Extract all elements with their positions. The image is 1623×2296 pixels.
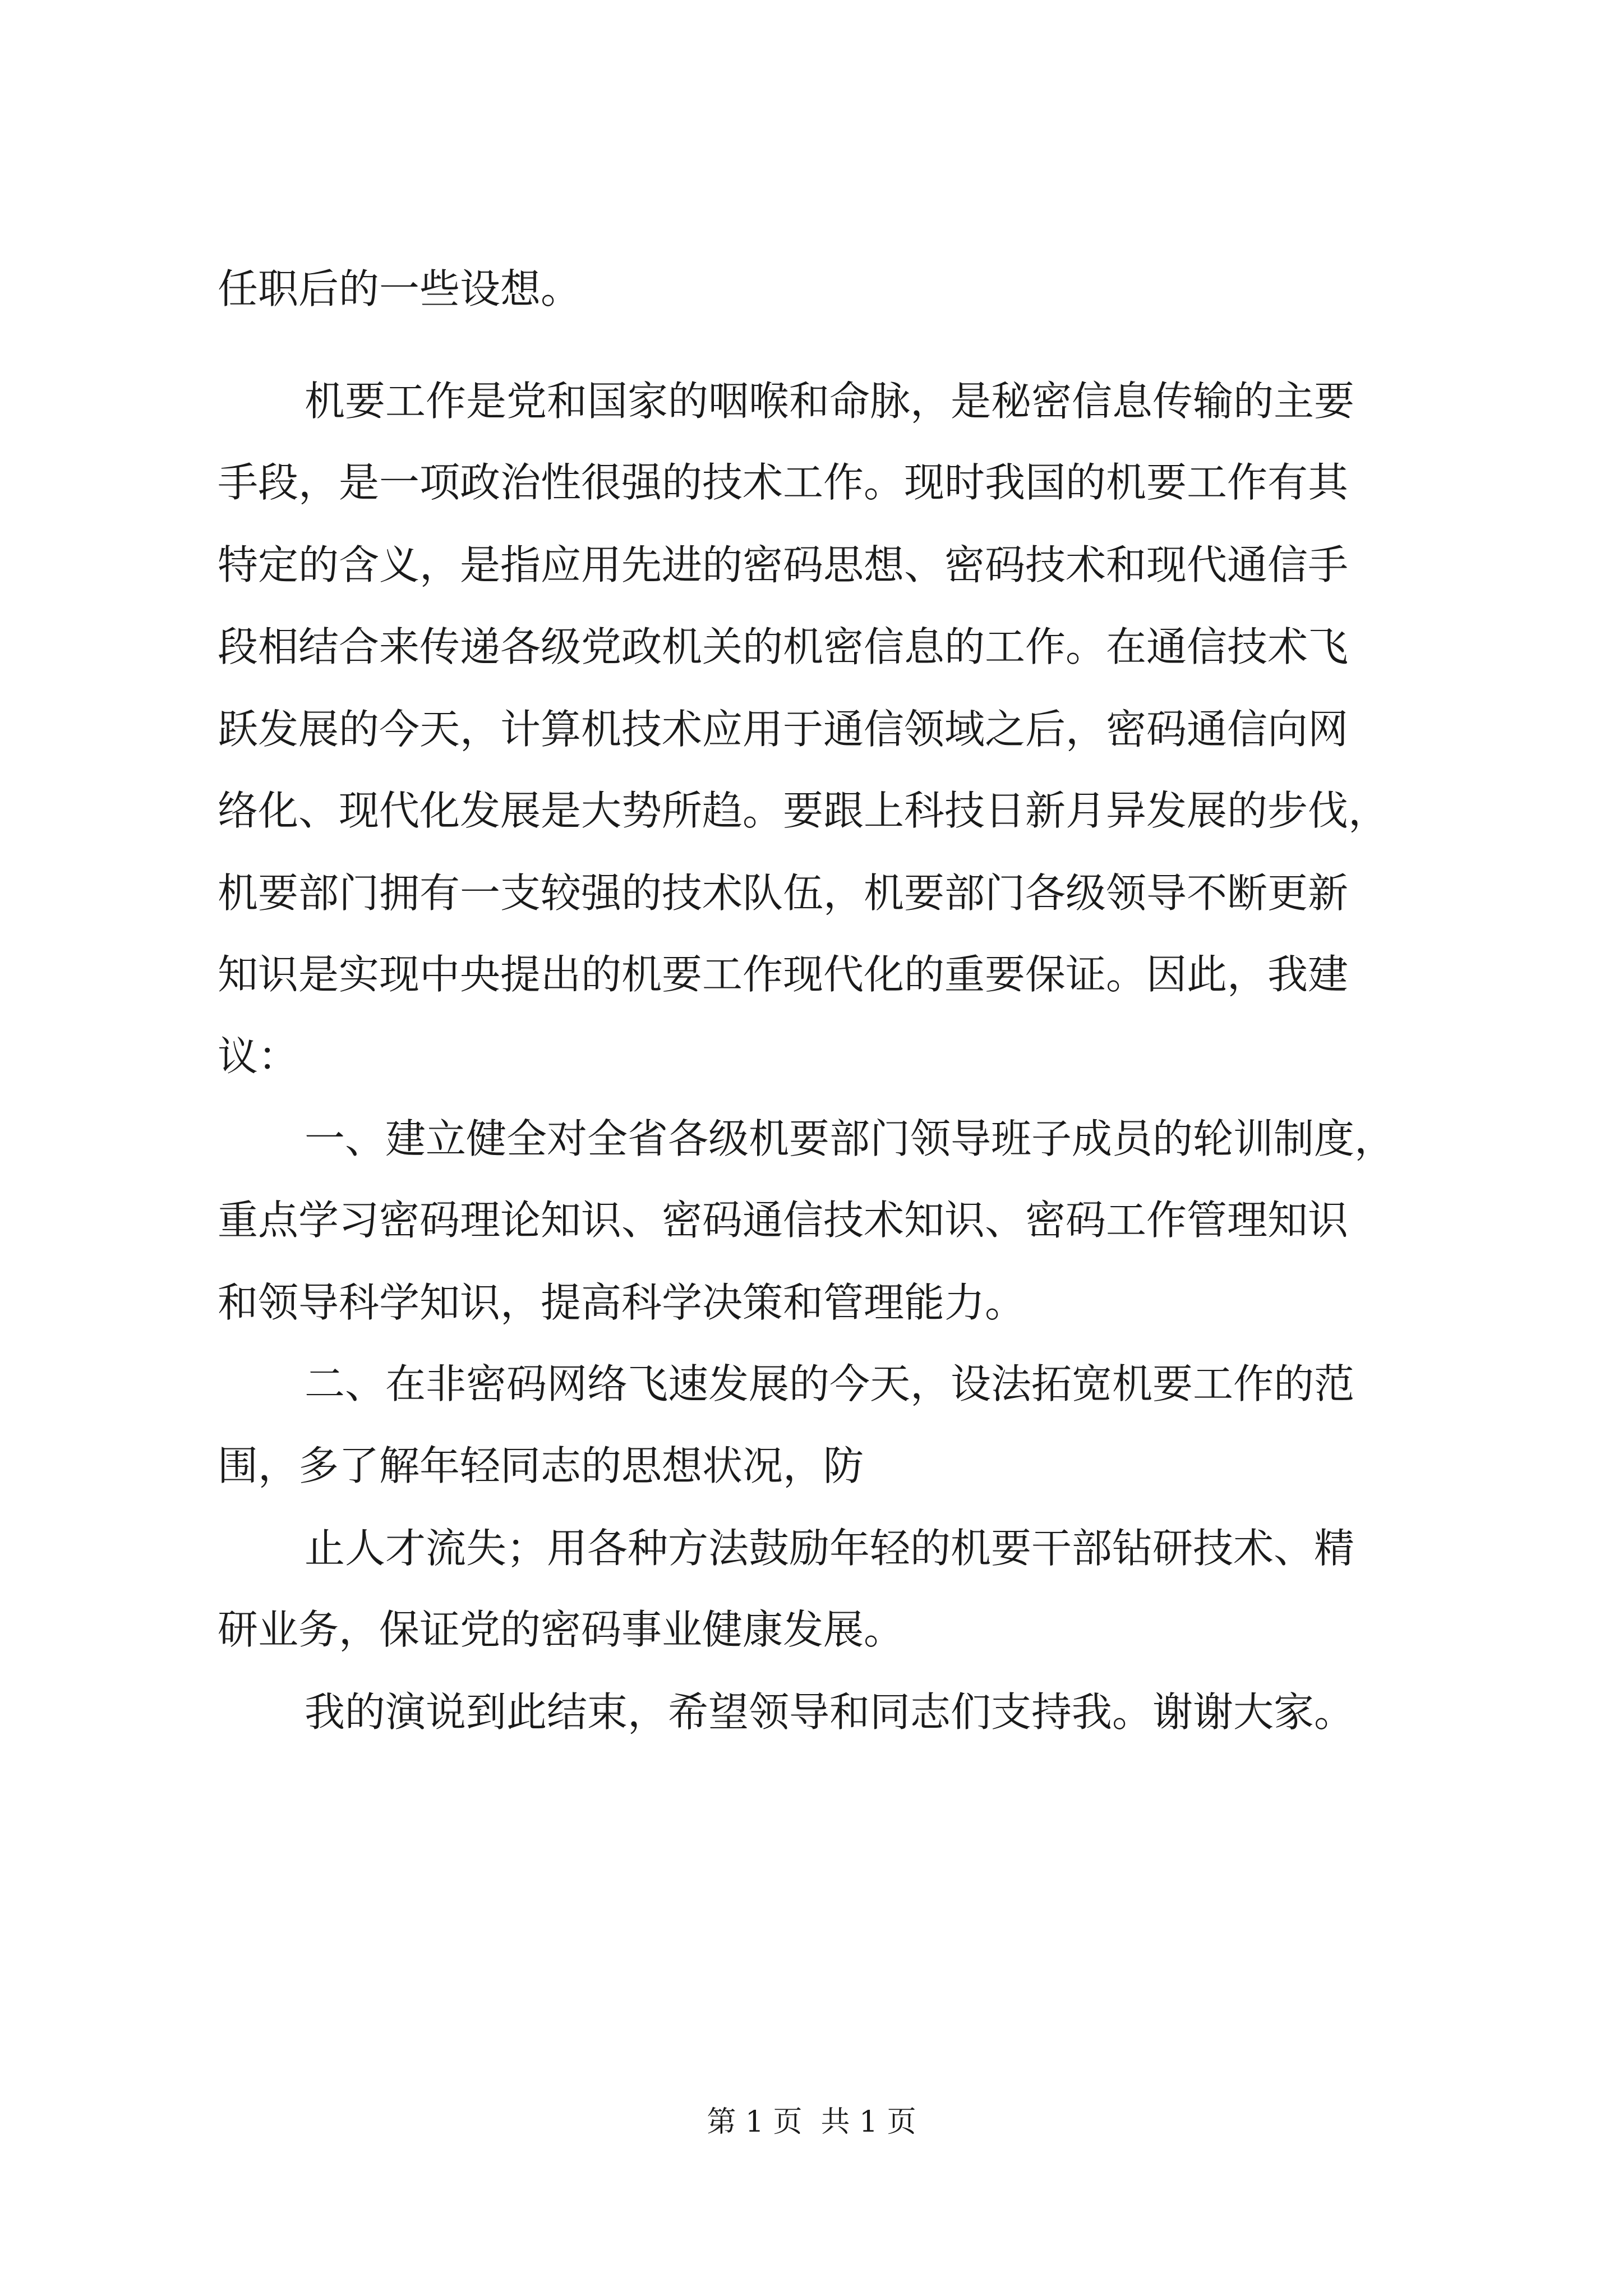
- text-line: 跃发展的今天，计算机技术应用于通信领域之后，密码通信向网: [218, 706, 1349, 753]
- text-line: 机要部门拥有一支较强的技术队伍，机要部门各级领导不断更新: [218, 869, 1349, 917]
- text-line: 任职后的一些设想。: [218, 265, 582, 312]
- paragraph-line: 一、建立健全对全省各级机要部门领导班子成员的轮训制度，: [305, 1115, 1395, 1162]
- paragraph-line: 止人才流失；用各种方法鼓励年轻的机要干部钻研技术、精: [305, 1525, 1355, 1572]
- text-line: 特定的含义，是指应用先进的密码思想、密码技术和现代通信手: [218, 541, 1349, 588]
- paragraph-line: 二、在非密码网络飞速发展的今天，设法拓宽机要工作的范: [305, 1360, 1355, 1407]
- paragraph-line: 机要工作是党和国家的咽喉和命脉，是秘密信息传输的主要: [305, 378, 1355, 425]
- text-line: 围，多了解年轻同志的思想状况，防: [218, 1442, 864, 1489]
- text-line: 议：: [218, 1033, 299, 1080]
- text-line: 研业务，保证党的密码事业健康发展。: [218, 1606, 905, 1653]
- text-line: 络化、现代化发展是大势所趋。要跟上科技日新月异发展的步伐，: [218, 787, 1389, 834]
- text-line: 重点学习密码理论知识、密码通信技术知识、密码工作管理知识: [218, 1197, 1349, 1244]
- text-line: 段相结合来传递各级党政机关的机密信息的工作。在通信技术飞: [218, 623, 1349, 670]
- text-line: 知识是实现中央提出的机要工作现代化的重要保证。因此，我建: [218, 951, 1349, 998]
- text-line: 手段，是一项政治性很强的技术工作。现时我国的机要工作有其: [218, 459, 1349, 506]
- page-footer: 第 1 页 共 1 页: [707, 2105, 916, 2139]
- text-line: 和领导科学知识，提高科学决策和管理能力。: [218, 1279, 1026, 1326]
- paragraph-line: 我的演说到此结束，希望领导和同志们支持我。谢谢大家。: [305, 1688, 1355, 1736]
